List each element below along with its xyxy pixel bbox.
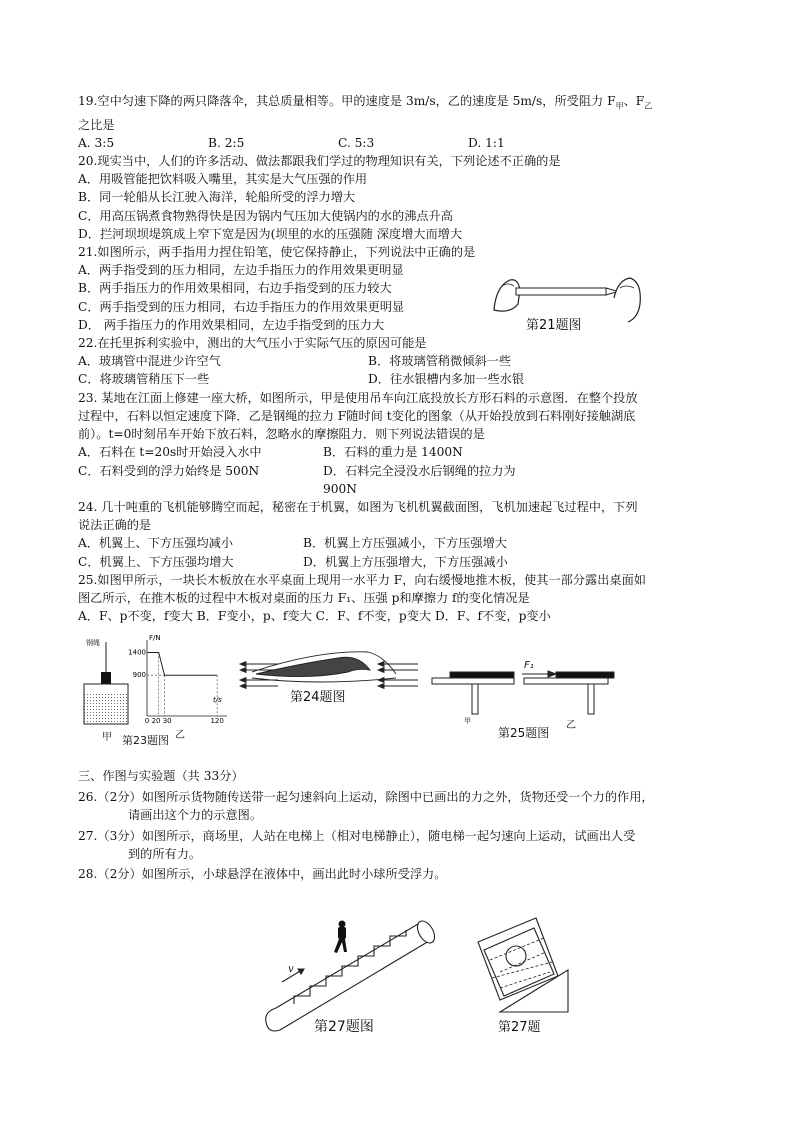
exam-page (78, 92, 728, 625)
q23-stem-line-1: 23. 某地在江面上修建一座大桥，如图所示，甲是使用吊车向江底投放长方形石料的示意图．在整个投放 (78, 390, 638, 405)
q19-sub-yi: 乙 (644, 101, 653, 111)
question-20 (78, 152, 728, 243)
q27-line-2: 到的所有力。 (128, 846, 202, 861)
question-24 (78, 498, 728, 571)
question-22 (78, 334, 728, 389)
q21-option-a: A．两手指受到的压力相同，左边手指压力的作用效果更明显 (78, 263, 404, 278)
q24-option-c: C．机翼上、下方压强均增大 (78, 554, 234, 569)
q23-rope-label: 钢绳 (86, 639, 100, 647)
q24-option-a: A．机翼上、下方压强均减小 (78, 536, 234, 551)
y-tick-1400: 1400 (128, 648, 146, 657)
y-tick-900: 900 (132, 671, 146, 680)
q24-option-d: D．机翼上方压强增大，下方压强减小 (303, 554, 508, 569)
figure-q27-escalator (258, 912, 438, 1037)
q19-sub-jia: 甲 (615, 101, 624, 111)
q20-option-b: B．同一轮船从长江驶入海洋，轮船所受的浮力增大 (78, 190, 356, 205)
figure-q21 (488, 268, 648, 332)
q22-stem: 22.在托里拆利实验中，测出的大气压小于实际气压的原因可能是 (78, 336, 427, 351)
section-3 (78, 767, 728, 883)
q27a-figure-caption: 第27题图 (314, 1019, 374, 1035)
q19-option-a: A. 3:5 (78, 135, 115, 150)
q26-line-1: 26.（2分）如图所示货物随传送带一起匀速斜向上运动，除图中已画出的力之外，货物还受一个力的作用， (78, 790, 654, 805)
x-tick-0: 0 (144, 717, 150, 725)
q25-stem-line-1: 25.如图甲所示，一块长木板放在水平桌面上现用一水平力 F，向右缓慢地推木板，使其一部分露出桌面如 (78, 572, 646, 587)
q25-f1-label: F₁ (524, 660, 534, 671)
q27b-figure-caption: 第27题 (498, 1020, 541, 1035)
q19-text: 19.空中匀速下降的两只降落伞，其总质量相等。甲的速度是 3m/s，乙的速度是 5m/s，所受阻力 F (78, 94, 616, 108)
q25-figure-caption: 第25题图 (498, 726, 550, 740)
section-3-title: 三、作图与实验题（共 33分） (78, 769, 244, 783)
q19-option-b: B. 2:5 (208, 135, 245, 150)
q24-stem-line-1: 24. 几十吨重的飞机能够腾空而起，秘密在于机翼，如图为飞机机翼截面图，飞机加速起飞过程中，下列 (78, 499, 638, 514)
q21-option-c: C．两手指受到的压力相同，右边手指压力的作用效果更明显 (78, 299, 405, 314)
q24-option-b: B．机翼上方压强减小，下方压强增大 (303, 536, 507, 551)
q20-option-a: A．用吸管能把饮料吸入嘴里，其实是大气压强的作用 (78, 172, 368, 187)
q22-option-d: D．往水银槽内多加一些水银 (368, 372, 525, 387)
q25-options: A．F、p不变，f变大 B．F变小，p、f变大 C．F、f不变，p变大 D．F、f不变，p变小 (78, 609, 551, 624)
q25-jia-label: 甲 (464, 717, 471, 725)
q21-option-b: B．两手指压力的作用效果相同，右边手指受到的压力较大 (78, 281, 392, 296)
figure-q23-graph (128, 634, 235, 741)
q22-option-b: B．将玻璃管稍微倾斜一些 (368, 354, 512, 369)
question-25 (78, 571, 728, 626)
question-23 (78, 389, 728, 498)
q20-stem: 20.现实当中，人们的许多活动、做法都跟我们学过的物理知识有关，下列论述不正确的是 (78, 154, 561, 169)
q23-option-d: D．石料完全浸没水后钢绳的拉力为 900N (323, 463, 516, 496)
figure-q25 (428, 660, 614, 740)
q21-stem: 21.如图所示，两手指用力捏住铅笔，使它保持静止，下列说法中正确的是 (78, 245, 476, 260)
x-tick-20-30: 20 30 (151, 717, 172, 725)
q23-option-b: B．石料的重力是 1400N (323, 445, 463, 460)
tension-line (147, 653, 217, 676)
q21-option-d: D． 两手指压力的作用效果相同，左边手指受到的压力大 (78, 317, 385, 332)
q19-options (78, 134, 728, 152)
q27-line-1: 27.（3分）如图所示，商场里，人站在电梯上（相对电梯静止），随电梯一起匀速向上运动，试画出人受 (78, 828, 636, 843)
q23-stem-line-2: 过程中，石料以恒定速度下降．乙是钢绳的拉力 F随时间 t变化的图象（从开始投放到石料刚好接触湖底 (78, 408, 636, 423)
q19-sep: 、F (623, 94, 645, 108)
q22-option-c: C．将玻璃管稍压下一些 (78, 372, 210, 387)
q25-yi-label: 乙 (566, 720, 576, 731)
q19-option-c: C. 5:3 (338, 135, 375, 150)
q23-figure-caption: 第23题图 (122, 734, 169, 747)
tension-time-graph (128, 634, 235, 734)
velocity-label: v (288, 964, 294, 975)
q25-stem-line-2: 图乙所示，在推木板的过程中木板对桌面的压力 F₁、压强 p和摩擦力 f的变化情况是 (78, 590, 530, 605)
q24-stem-line-2: 说法正确的是 (78, 518, 152, 533)
q23-yi-label: 乙 (175, 730, 185, 741)
q26-line-2: 请画出这个力的示意图。 (128, 808, 263, 823)
x-tick-120: 120 (210, 717, 224, 725)
q19-option-d: D. 1:1 (468, 135, 505, 150)
q20-option-d: D．拦河坝坝堤筑成上窄下宽是因为(坝里的水的压强随 深度增大而增大 (78, 226, 463, 241)
q19-text2: 之比是 (78, 117, 115, 132)
q24-figure-caption: 第24题图 (290, 690, 346, 705)
q20-option-c: C．用高压锅煮食物熟得快是因为锅内气压加大使锅内的水的沸点升高 (78, 208, 453, 223)
q23-stem-line-3: 前）。t=0时刻吊车开始下放石料，忽略水的摩擦阻力．则下列说法错误的是 (78, 427, 485, 442)
q23-option-c: C．石料受到的浮力始终是 500N (78, 463, 260, 478)
figure-q24 (238, 650, 420, 705)
question-19 (78, 92, 728, 152)
y-axis-label: F/N (149, 634, 161, 642)
figure-q27-ball (470, 912, 580, 1037)
q28-line: 28.（2分）如图所示，小球悬浮在液体中，画出此时小球所受浮力。 (78, 867, 447, 882)
x-axis-label: t/s (213, 696, 222, 704)
q21-figure-caption: 第21题图 (526, 318, 582, 333)
q22-option-a: A．玻璃管中混进少许空气 (78, 354, 221, 369)
q23-option-a: A．石料在 t=20s时开始浸入水中 (78, 445, 262, 460)
q23-jia-label: 甲 (102, 732, 112, 743)
